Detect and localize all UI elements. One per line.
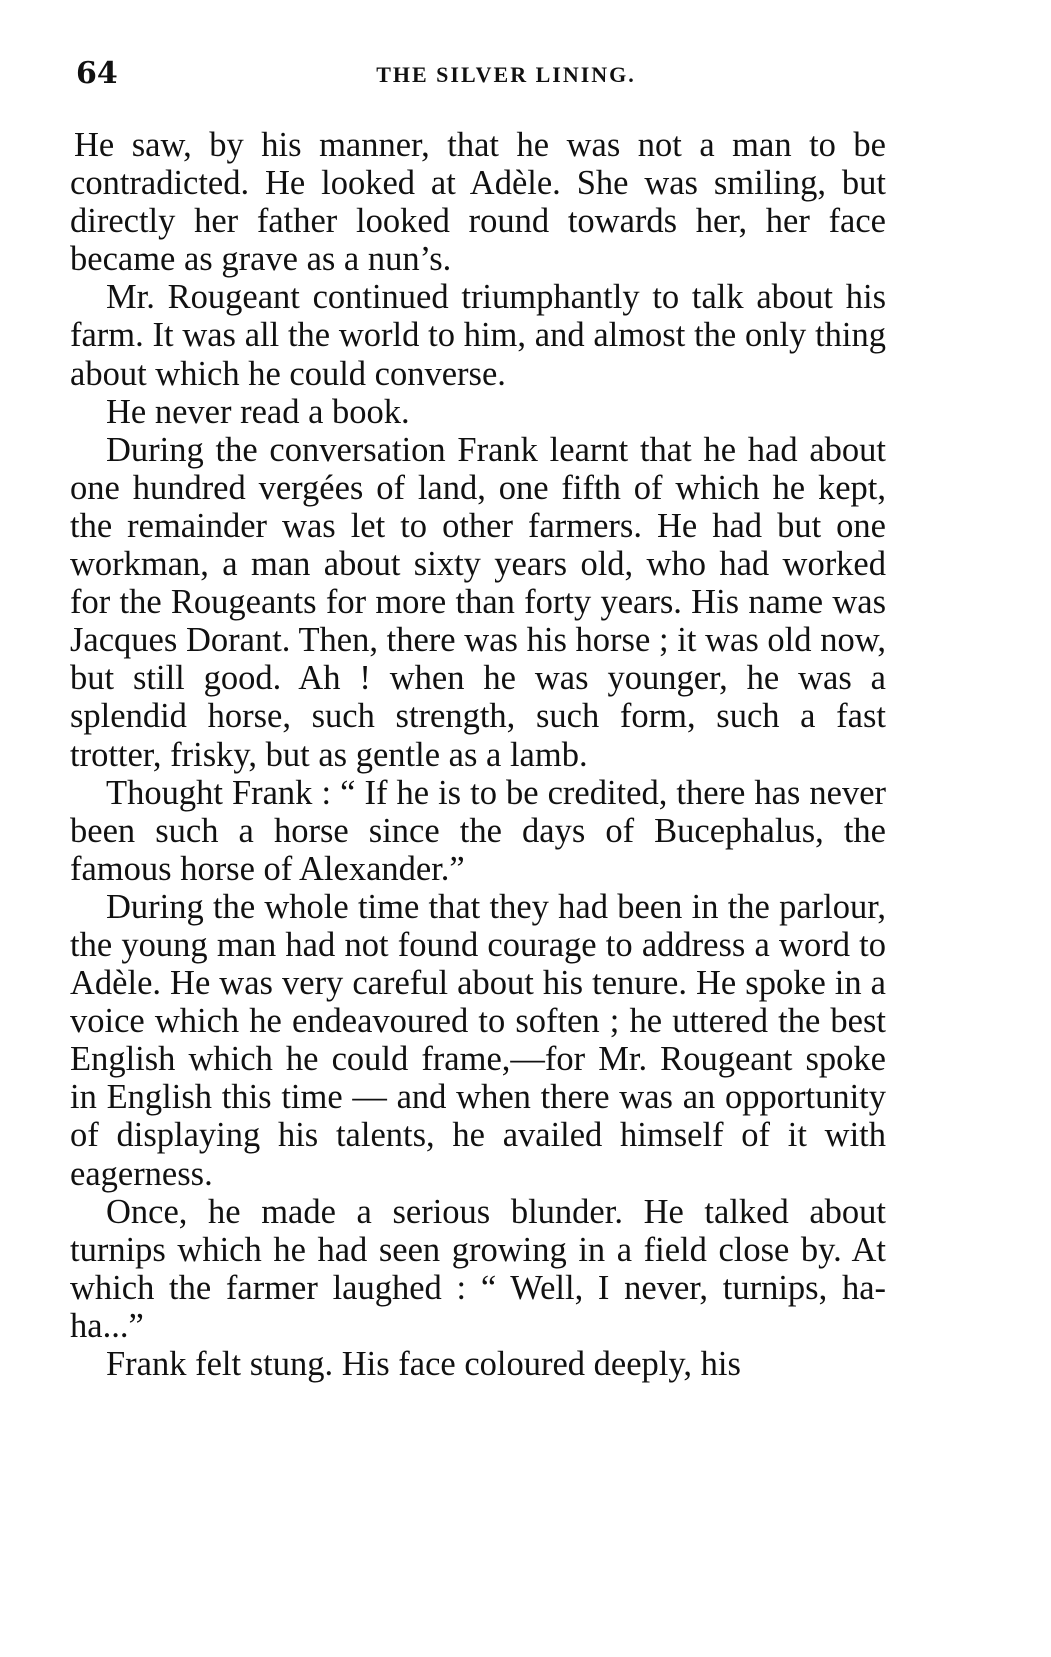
paragraph: Mr. Rougeant continued triumphantly to talk about his farm. It was all the world to him, and almost the only thing about which he could converse. [70,278,886,393]
paragraph: He never read a book. [106,392,410,431]
paragraph: Once, he made a serious blunder. He talked about turnips which he had seen growing in a field close by. At which the farmer laughed : “ Well, I never, turnips, ha-ha...” [70,1192,886,1345]
paragraph: He saw, by his manner, that he was not a man to be contradicted. He looked at Adèle. She was smiling, but directly her father looked round towards her, her face became as grave as a nun’s. [70,126,886,279]
paragraph: During the conversation Frank learnt that he had about one hundred vergées of land, one fifth of which he kept, the remainder was let to other farmers. He had but one workman, a man about sixty years old, who had worked for the Rougeants for more than forty years. His name was Jacques Dorant. Then, there was his horse ; it was old now, but still good. Ah ! when he was younger, he was a splendid horse, such strength, such form, such a fast trotter, frisky, but as gentle as a lamb. [70,430,886,774]
paragraph: Frank felt stung. His face coloured deeply, his [106,1345,741,1383]
paragraph: During the whole time that they had been in the parlour, the young man had not found courage to address a word to Adèle. He was very careful about his tenure. He spoke in a voice which he endeavoured to soften ; he uttered the best English which he could frame,—for Mr. Rougeant spoke in English this time — and when there was an opportunity of displaying his talents, he availed himself of it with eagerness. [70,887,886,1193]
body-text [70,126,886,1383]
page-number: 64 [76,56,118,91]
running-title: THE SILVER LINING. [376,62,636,87]
running-head [76,52,936,96]
paragraph: Thought Frank : “ If he is to be credited, there has never been such a horse since the days of Bucephalus, the famous horse of Alexander.” [70,773,886,888]
